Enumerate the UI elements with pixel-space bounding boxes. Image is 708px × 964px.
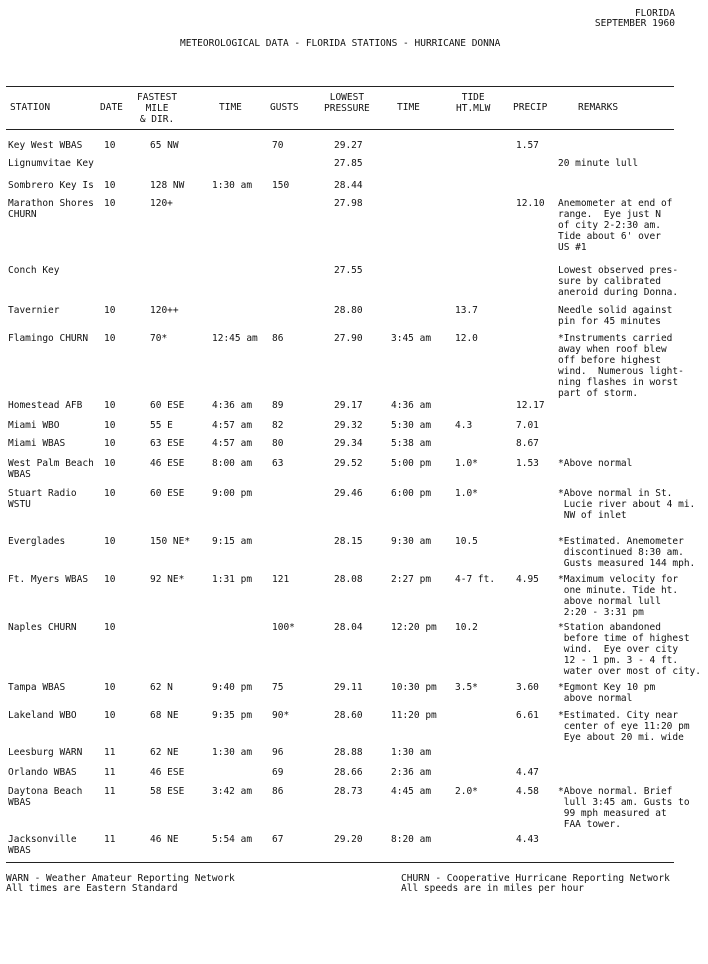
cell-pressure: 29.11 [334,682,363,693]
cell-station: Orlando WBAS [8,767,77,778]
cell-remarks: *Maximum velocity for one minute. Tide ht. above normal lull 2:20 - 3:31 pm [558,574,679,618]
cell-remarks: 20 minute lull [558,158,639,169]
cell-date: 11 [104,786,116,797]
cell-date: 10 [104,305,116,316]
cell-date: 10 [104,574,116,585]
cell-time2: 1:30 am [391,747,432,758]
cell-fastest: 68 NE [150,710,179,721]
cell-tide: 1.0* [455,458,478,469]
cell-pressure: 27.55 [334,265,363,276]
state-heading: FLORIDA [634,8,675,19]
cell-date: 10 [104,536,116,547]
cell-remarks: *Instruments carried away when roof blew off before highest wind. Numerous light- ning flashes in worst part of storm. [558,333,684,399]
cell-fastest: 46 NE [150,834,179,845]
cell-precip: 12.17 [516,400,545,411]
cell-precip: 7.01 [516,420,539,431]
cell-remarks: *Egmont Key 10 pm above normal [558,682,656,704]
col-date: DATE [100,102,123,113]
cell-station: Tavernier [8,305,60,316]
cell-remarks: *Above normal. Brief lull 3:45 am. Gusts to 99 mph measured at FAA tower. [558,786,690,830]
cell-station: Jacksonville WBAS [8,834,77,856]
cell-time1: 1:30 am [212,747,253,758]
cell-station: Ft. Myers WBAS [8,574,89,585]
cell-date: 10 [104,710,116,721]
cell-time1: 4:36 am [212,400,253,411]
cell-fastest: 92 NE* [150,574,185,585]
cell-tide: 4.3 [455,420,473,431]
cell-tide: 4-7 ft. [455,574,496,585]
cell-precip: 4.58 [516,786,539,797]
footnote-speeds: All speeds are in miles per hour [401,883,585,894]
cell-pressure: 27.90 [334,333,363,344]
page-title: METEOROLOGICAL DATA - FLORIDA STATIONS - HURRICANE DONNA [180,38,501,49]
cell-fastest: 58 ESE [150,786,185,797]
cell-gusts: 67 [272,834,284,845]
cell-gusts: 89 [272,400,284,411]
cell-tide: 13.7 [455,305,478,316]
cell-time2: 2:36 am [391,767,432,778]
cell-fastest: 120+ [150,198,173,209]
cell-pressure: 27.85 [334,158,363,169]
cell-time2: 8:20 am [391,834,432,845]
col-time-2: TIME [397,102,420,113]
cell-remarks: Anemometer at end of range. Eye just N of city 2-2:30 am. Tide about 6' over US #1 [558,198,673,253]
cell-station: Lignumvitae Key [8,158,94,169]
cell-fastest: 150 NE* [150,536,191,547]
cell-gusts: 69 [272,767,284,778]
cell-tide: 10.5 [455,536,478,547]
cell-station: Sombrero Key Is [8,180,94,191]
cell-fastest: 120++ [150,305,179,316]
col-remarks: REMARKS [578,102,619,113]
cell-time2: 6:00 pm [391,488,432,499]
cell-gusts: 86 [272,786,284,797]
cell-gusts: 100* [272,622,295,633]
col-gusts: GUSTS [270,102,299,113]
cell-remarks: *Station abandoned before time of highest wind. Eye over city 12 - 1 pm. 3 - 4 ft. water over most of city. [558,622,701,677]
cell-time2: 5:38 am [391,438,432,449]
cell-gusts: 86 [272,333,284,344]
cell-pressure: 28.73 [334,786,363,797]
cell-precip: 6.61 [516,710,539,721]
cell-pressure: 29.32 [334,420,363,431]
cell-gusts: 75 [272,682,284,693]
cell-remarks: *Estimated. City near center of eye 11:20 pm Eye about 20 mi. wide [558,710,690,743]
cell-time2: 9:30 am [391,536,432,547]
cell-gusts: 80 [272,438,284,449]
cell-precip: 3.60 [516,682,539,693]
cell-date: 10 [104,140,116,151]
cell-fastest: 128 NW [150,180,185,191]
cell-tide: 3.5* [455,682,478,693]
cell-time1: 9:40 pm [212,682,253,693]
cell-pressure: 28.80 [334,305,363,316]
cell-pressure: 27.98 [334,198,363,209]
cell-time1: 5:54 am [212,834,253,845]
cell-station: Leesburg WARN [8,747,83,758]
cell-precip: 4.95 [516,574,539,585]
header-rule [6,129,674,130]
cell-station: Marathon Shores CHURN [8,198,94,220]
cell-date: 10 [104,682,116,693]
col-pressure: LOWEST PRESSURE [324,92,370,114]
cell-pressure: 29.52 [334,458,363,469]
cell-time1: 3:42 am [212,786,253,797]
cell-gusts: 70 [272,140,284,151]
cell-precip: 4.43 [516,834,539,845]
cell-gusts: 82 [272,420,284,431]
cell-fastest: 70* [150,333,168,344]
cell-pressure: 28.08 [334,574,363,585]
cell-precip: 1.57 [516,140,539,151]
cell-pressure: 28.15 [334,536,363,547]
col-station: STATION [10,102,51,113]
footnote-warn: WARN - Weather Amateur Reporting Network [6,873,235,884]
cell-tide: 2.0* [455,786,478,797]
cell-gusts: 90* [272,710,290,721]
cell-fastest: 62 NE [150,747,179,758]
cell-remarks: *Above normal in St. Lucie river about 4 mi. NW of inlet [558,488,696,521]
col-time: TIME [219,102,242,113]
cell-date: 10 [104,198,116,209]
footnote-times: All times are Eastern Standard [6,883,178,894]
cell-time2: 12:20 pm [391,622,437,633]
cell-time2: 3:45 am [391,333,432,344]
cell-tide: 12.0 [455,333,478,344]
cell-station: Everglades [8,536,66,547]
cell-date: 10 [104,458,116,469]
cell-date: 11 [104,747,116,758]
cell-time1: 12:45 am [212,333,258,344]
col-precip: PRECIP [513,102,548,113]
cell-pressure: 28.04 [334,622,363,633]
cell-time1: 4:57 am [212,420,253,431]
cell-precip: 1.53 [516,458,539,469]
cell-pressure: 28.60 [334,710,363,721]
bottom-rule [6,862,674,863]
cell-date: 10 [104,333,116,344]
cell-time2: 5:30 am [391,420,432,431]
cell-date: 10 [104,438,116,449]
cell-time1: 1:30 am [212,180,253,191]
cell-precip: 4.47 [516,767,539,778]
cell-pressure: 29.20 [334,834,363,845]
cell-gusts: 150 [272,180,290,191]
col-tide: TIDE HT.MLW [456,92,491,114]
cell-station: Miami WBO [8,420,60,431]
cell-time2: 4:45 am [391,786,432,797]
cell-pressure: 28.44 [334,180,363,191]
cell-station: Conch Key [8,265,60,276]
cell-station: Lakeland WBO [8,710,77,721]
cell-time2: 2:27 pm [391,574,432,585]
cell-remarks: Needle solid against pin for 45 minutes [558,305,673,327]
cell-pressure: 28.88 [334,747,363,758]
cell-date: 11 [104,834,116,845]
cell-remarks: *Estimated. Anemometer discontinued 8:30 am. Gusts measured 144 mph. [558,536,696,569]
cell-fastest: 60 ESE [150,400,185,411]
cell-date: 10 [104,180,116,191]
cell-station: Miami WBAS [8,438,66,449]
cell-fastest: 60 ESE [150,488,185,499]
cell-pressure: 28.66 [334,767,363,778]
cell-date: 10 [104,622,116,633]
cell-fastest: 62 N [150,682,173,693]
cell-time1: 9:15 am [212,536,253,547]
footnote-churn: CHURN - Cooperative Hurricane Reporting Network [401,873,670,884]
cell-time2: 5:00 pm [391,458,432,469]
cell-gusts: 96 [272,747,284,758]
cell-precip: 12.10 [516,198,545,209]
cell-time2: 10:30 pm [391,682,437,693]
cell-station: Flamingo CHURN [8,333,89,344]
cell-station: Daytona Beach WBAS [8,786,83,808]
cell-time2: 11:20 pm [391,710,437,721]
cell-time1: 4:57 am [212,438,253,449]
cell-remarks: *Above normal [558,458,633,469]
cell-pressure: 29.34 [334,438,363,449]
cell-date: 11 [104,767,116,778]
month-heading: SEPTEMBER 1960 [594,18,675,29]
cell-station: Key West WBAS [8,140,83,151]
cell-fastest: 46 ESE [150,458,185,469]
cell-station: West Palm Beach WBAS [8,458,94,480]
cell-tide: 1.0* [455,488,478,499]
cell-pressure: 29.17 [334,400,363,411]
cell-pressure: 29.27 [334,140,363,151]
cell-station: Stuart Radio WSTU [8,488,77,510]
cell-fastest: 46 ESE [150,767,185,778]
cell-gusts: 63 [272,458,284,469]
cell-station: Tampa WBAS [8,682,66,693]
cell-time2: 4:36 am [391,400,432,411]
cell-precip: 8.67 [516,438,539,449]
cell-fastest: 55 E [150,420,173,431]
top-rule [6,86,674,87]
cell-time1: 1:31 pm [212,574,253,585]
cell-date: 10 [104,400,116,411]
cell-date: 10 [104,488,116,499]
cell-gusts: 121 [272,574,290,585]
cell-remarks: Lowest observed pres- sure by calibrated aneroid during Donna. [558,265,679,298]
cell-fastest: 65 NW [150,140,179,151]
cell-pressure: 29.46 [334,488,363,499]
cell-time1: 8:00 am [212,458,253,469]
cell-station: Homestead AFB [8,400,83,411]
cell-time1: 9:35 pm [212,710,253,721]
col-fastest: FASTEST MILE & DIR. [137,92,178,125]
cell-time1: 9:00 pm [212,488,253,499]
cell-station: Naples CHURN [8,622,77,633]
cell-date: 10 [104,420,116,431]
cell-tide: 10.2 [455,622,478,633]
cell-fastest: 63 ESE [150,438,185,449]
